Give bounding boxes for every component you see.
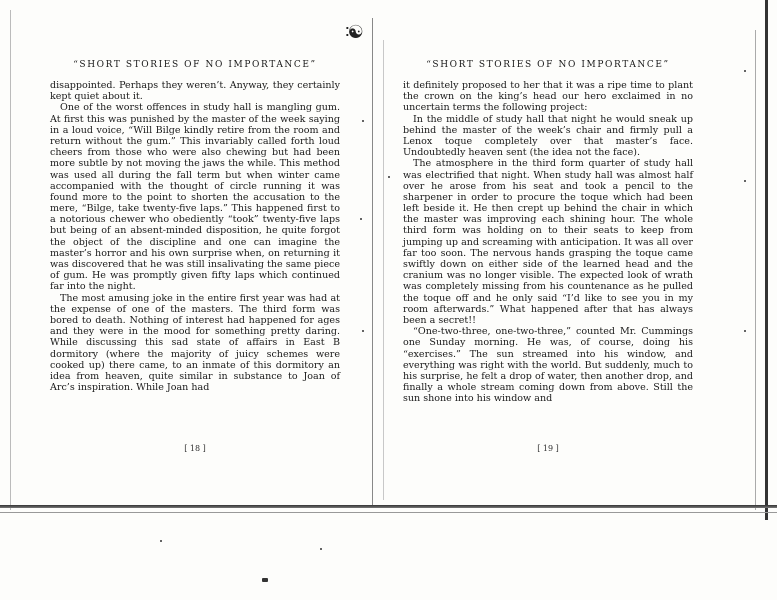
page-edge-left (10, 10, 11, 510)
right-running-head: “SHORT STORIES OF NO IMPORTANCE” (426, 60, 670, 70)
scan-speck (362, 120, 364, 122)
right-paragraph-4: “One-two-three, one-two-three,” counted Mr. Cummings one Sunday morning. He was, of course, doing his “exercises.” The sun streamed into his window, and everything was right with the world. But suddenly, much to his surprise, he felt a drop of water, then another drop, and finally a whole stream coming down from above. Still the sun shone into his window and (403, 326, 693, 405)
scan-speck (744, 180, 746, 182)
right-page-number: [ 19 ] (537, 444, 559, 453)
ink-smudge-mark: ∶☯ (345, 22, 362, 43)
page-edge-bottom (0, 505, 777, 508)
page-edge-right (765, 0, 768, 520)
scan-speck (744, 330, 746, 332)
right-page-body (403, 80, 693, 404)
right-page (403, 60, 693, 404)
left-page-number: [ 18 ] (184, 444, 206, 453)
scan-speck (744, 70, 746, 72)
left-page-body (50, 80, 340, 393)
scan-speck (360, 218, 362, 220)
scan-speck (320, 548, 322, 550)
left-running-head: “SHORT STORIES OF NO IMPORTANCE” (73, 60, 317, 70)
left-page (50, 60, 340, 393)
page-edge-right-inner (755, 30, 756, 510)
left-paragraph-3: The most amusing joke in the entire first year was had at the expense of one of the masters. The third form was bored to death. Nothing of interest had happened for ages and they were in the mood for something pretty daring. While discussing this sad state of affairs in East B dormitory (where the majority of juicy schemes were cooked up) there came, to an inmate of this dormitory an idea from heaven, quite similar in substance to Joan of Arc’s inspiration. While Joan had (50, 292, 340, 394)
page-edge-bottom-shadow (0, 512, 777, 513)
scan-speck (388, 176, 390, 178)
book-gutter-line (372, 18, 373, 508)
right-paragraph-2: In the middle of study hall that night he would sneak up behind the master of the week’s chair and firmly pull a Lenox toque completely over that master’s face. Undoubtedly heaven sent (the idea not the face). (403, 113, 693, 159)
left-paragraph-2: One of the worst offences in study hall is mangling gum. At first this was punished by the master of the week saying in a loud voice, “Will Bilge kindly retire from the room and return without the gum.” This invariably called forth loud cheers from those who were also chewing but had been more subtle by not moving the jaws the while. This method was used all during the fall term but when winter came accompanied with the thought of circle running it was found more to the point to shorten the accusation to the mere, “Bilge, take twenty-five laps.” This happened first to a notorious chewer who obediently “took” twenty-five laps but being of an absent-minded disposition, he quite forgot the object of the discipline and one can imagine the master’s horror and his own surprise when, on returning it was discovered that he was still insalivating the same piece of gum. He was promptly given fifty laps which continued far into the night. (50, 102, 340, 293)
scan-speck (362, 330, 364, 332)
book-gutter-shadow (383, 40, 384, 500)
left-paragraph-1: disappointed. Perhaps they weren’t. Anyway, they certainly kept quiet about it. (50, 80, 340, 103)
right-paragraph-1: it definitely proposed to her that it was a ripe time to plant the crown on the king’s head our hero exclaimed in no uncertain terms the following project: (403, 80, 693, 114)
scan-speck (262, 578, 268, 582)
right-paragraph-3: The atmosphere in the third form quarter of study hall was electrified that night. When study hall was almost half over he arose from his seat and took a pencil to the sharpener in order to procure the toque which had been left beside it. He then crept up behind the chair in which the master was improving each shining hour. The whole third form was holding on to their seats to keep from jumping up and screaming with anticipation. It was all over far too soon. The nervous hands grasping the toque came swiftly down on either side of the learned head and the cranium was no longer visible. The expected look of wrath was completely missing from his countenance as he pulled the toque off and he only said “I’d like to see you in my room afterwards.” What happened after that has always been a secret!! (403, 158, 693, 326)
scan-speck (160, 540, 162, 542)
